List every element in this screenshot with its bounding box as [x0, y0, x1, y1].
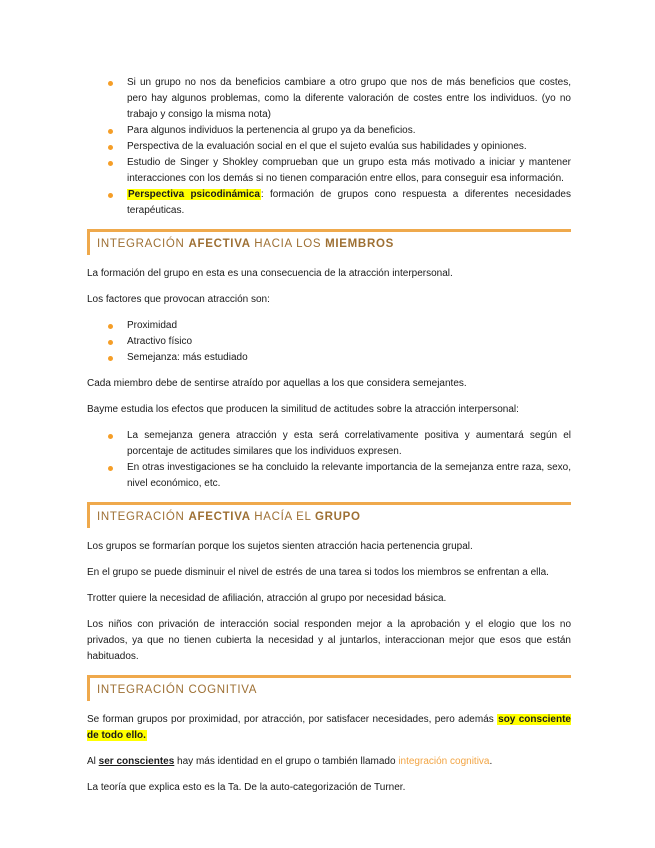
bullet-icon — [108, 324, 113, 329]
paragraph-text: hay más identidad en el grupo o también llamado — [174, 756, 399, 767]
paragraph: La formación del grupo en esta es una consecuencia de la atracción interpersonal. — [87, 268, 453, 279]
heading-text-bold: AFECTIVA — [188, 511, 255, 523]
list-item-text: Proximidad — [127, 320, 178, 331]
paragraph — [87, 712, 571, 744]
highlighted-text: soy consciente de todo ello. — [87, 714, 571, 741]
list-item-text: Semejanza: más estudiado — [127, 352, 248, 363]
bullet-icon — [108, 129, 113, 134]
heading-text: HACIA LOS — [254, 238, 326, 250]
heading-text: INTEGRACIÓN — [97, 238, 189, 250]
paragraph-text: Se forman grupos por proximidad, por atracción, por satisfacer necesidades, pero además — [87, 714, 498, 725]
highlighted-term: Perspectiva psicodinámica — [128, 189, 260, 200]
list-item — [87, 75, 571, 123]
paragraph: Los niños con privación de interacción social responden mejor a la aprobación y el elogio que los no privados, ya que no tienen cubierta la necesidad y al juntarlos, interaccionan mejor que esos que están habituados. — [87, 619, 571, 662]
paragraph-text: . — [489, 756, 493, 767]
list-item — [87, 318, 571, 334]
paragraph: Bayme estudia los efectos que producen la similitud de actitudes sobre la atracción interpersonal: — [87, 404, 519, 415]
paragraph: Trotter quiere la necesidad de afiliación, atracción al grupo por necesidad básica. — [87, 593, 447, 604]
paragraph: Los grupos se formarían porque los sujetos sienten atracción hacia pertenencia grupal. — [87, 541, 473, 552]
list-item-text: Estudio de Singer y Shokley comprueban que un grupo esta más motivado a iniciar y mantener interacciones con los demás si no tienen comparación entre ellos, para conseguir esa información. — [127, 157, 571, 184]
list-item — [87, 139, 571, 155]
heading-text: HACÍA EL — [254, 511, 316, 523]
list-item — [87, 428, 571, 460]
list-item — [87, 460, 571, 492]
paragraph-text: Al — [87, 756, 99, 767]
paragraph — [87, 754, 571, 770]
list-item-text: Perspectiva de la evaluación social en el que el sujeto evalúa sus habilidades y opiniones. — [127, 141, 527, 152]
list-item-text: La semejanza genera atracción y esta será correlativamente positiva y aumentará según el porcentaje de actitudes similares que los individuos expresen. — [127, 430, 571, 457]
bullet-icon — [108, 434, 113, 439]
heading-text-bold: MIEMBROS — [325, 238, 394, 250]
bullet-icon — [108, 161, 113, 166]
list-item-text: : formación de grupos cono respuesta a diferentes necesidades terapéuticas. — [127, 189, 571, 216]
heading-text-bold: AFECTIVA — [188, 238, 255, 250]
paragraph: Cada miembro debe de sentirse atraído por aquellas a los que considera semejantes. — [87, 378, 467, 389]
underlined-term: ser conscientes — [98, 756, 175, 767]
heading-text: INTEGRACIÓN COGNITIVA — [97, 684, 258, 696]
list-item — [87, 334, 571, 350]
bullet-icon — [108, 356, 113, 361]
bullet-list-findings — [87, 428, 571, 492]
bullet-icon — [108, 340, 113, 345]
list-item — [87, 187, 571, 219]
paragraph: En el grupo se puede disminuir el nivel de estrés de una tarea si todos los miembros se enfrentan a ella. — [87, 567, 549, 578]
section-heading-cognitiva — [87, 675, 571, 701]
list-item-text: Para algunos individuos la pertenencia al grupo ya da beneficios. — [127, 125, 416, 136]
section-heading-afectiva-miembros — [87, 229, 571, 255]
list-item — [87, 350, 571, 366]
bullet-icon — [108, 81, 113, 86]
list-item — [87, 123, 571, 139]
heading-text: INTEGRACIÓN — [97, 511, 189, 523]
list-item-text: Atractivo físico — [127, 336, 193, 347]
bullet-list-intro — [87, 75, 571, 219]
bullet-icon — [108, 466, 113, 471]
bullet-icon — [108, 145, 113, 150]
paragraph: Los factores que provocan atracción son: — [87, 294, 270, 305]
list-item — [87, 155, 571, 187]
accent-term: integración cognitiva — [398, 756, 490, 767]
bullet-list-factors — [87, 318, 571, 366]
paragraph: La teoría que explica esto es la Ta. De la auto-categorización de Turner. — [87, 782, 406, 793]
section-heading-afectiva-grupo — [87, 502, 571, 528]
heading-text-bold: GRUPO — [315, 511, 361, 523]
list-item-text: Si un grupo no nos da beneficios cambiare a otro grupo que nos de más beneficios que costes, pero hay algunos problemas, como la diferente valoración de costes entre los individuos. (yo no trabajo y consigo la misma nota) — [127, 77, 571, 120]
bullet-icon — [108, 193, 113, 198]
list-item-text: En otras investigaciones se ha concluido la relevante importancia de la semejanza entre raza, sexo, nivel económico, etc. — [127, 462, 571, 489]
